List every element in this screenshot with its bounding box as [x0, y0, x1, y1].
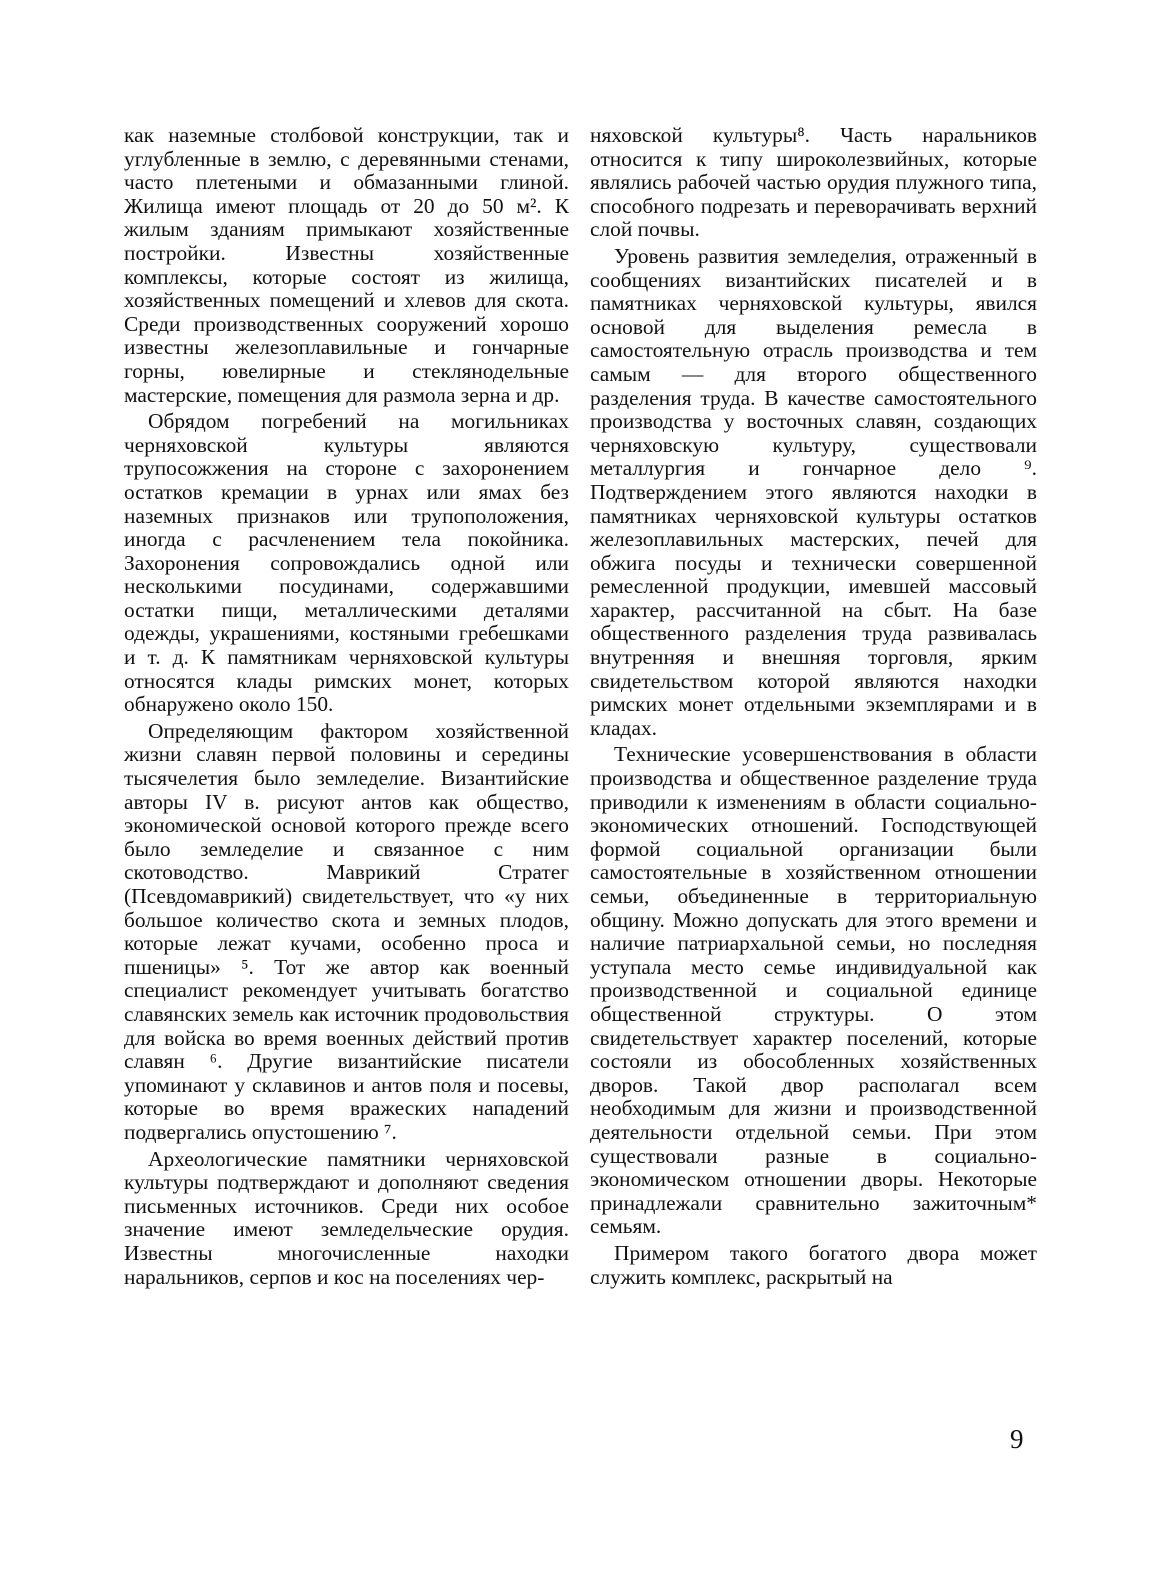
paragraph-example: Примером такого богатого двора может служить комплекс, раскрытый на [590, 1240, 1037, 1289]
paragraph-ploughshares: няховской культуры⁸. Часть наральников относится к типу широколезвийных, которые являлись рабочей частью орудия плужного типа, способного подрезать и переворачивать верхний слой почвы. [590, 123, 1037, 242]
left-text-column [124, 124, 569, 1289]
paragraph-archaeology: Археологические памятники черняховской культуры подтверждают и дополняют сведения письменных источников. Среди них особое значение имеют земледельческие орудия. Известны многочисленные находки наральников, серпов и кос на поселениях чер- [124, 1146, 569, 1289]
right-text-column [590, 124, 1037, 1289]
paragraph-burials: Обрядом погребений на могильниках черняховской культуры являются трупосожжения на стороне с захоронением остатков кремации в урнах или ямах без наземных признаков или трупоположения, иногда с расчленением тела покойника. Захоронения сопровождались одной или несколькими посудинами, содержавшими остатки пищи, металлическими деталями одежды, украшениями, костяными гребешками и т. д. К памятникам черняховской культуры относятся клады римских монет, которых обнаружено около 150. [124, 409, 569, 717]
page-number: 9 [1010, 1424, 1024, 1454]
paragraph-crafts: Уровень развития земледелия, отраженный в сообщениях византийских писателей и в памятниках черняховской культуры, явился основой для выделения ремесла в самостоятельную отрасль производства и тем самым — для второго общественного разделения труда. В качестве самостоятельного производства у восточных славян, создающих черняховскую культуру, существовали металлургия и гончарное дело ⁹. Подтверждением этого являются находки в памятниках черняховской культуры остатков железоплавильных мастерских, печей для обжига посуды и технически совершенной ремесленной продукции, имевшей массовый характер, рассчитанной на сбыт. На базе общественного разделения труда развивалась внутренняя и внешняя торговля, ярким свидетельством которой являются находки римских монет отдельными экземплярами и в кладах. [590, 243, 1037, 740]
paragraph-social: Технические усовершенствования в области производства и общественное разделение труда приводили к изменениям в области социально-экономических отношений. Господствующей формой социальной организации были самостоятельные в хозяйственном отношении семьи, объединенные в территориальную общину. Можно допускать для этого времени и наличие патриархальной семьи, но последняя уступала место семье индивидуальной как производственной и социальной единице общественной структуры. О этом свидетельствует характер поселений, которые состояли из обособленных хозяйственных дворов. Такой двор располагал всем необходимым для жизни и производственной деятельности отдельной семьи. При этом существовали разные в социально-экономическом отношении дворы. Некоторые принадлежали сравнительно зажиточным* семьям. [590, 742, 1037, 1239]
paragraph-agriculture: Определяющим фактором хозяйственной жизни славян первой половины и середины тысячелетия было земледелие. Византийские авторы IV в. рисуют антов как общество, экономической основой которого прежде всего было земледелие и связанное с ним скотоводство. Маврикий Стратег (Псевдомаврикий) свидетельствует, что «у них большое количество скота и земных плодов, которые лежат кучами, особенно проса и пшеницы» ⁵. Тот же автор как военный специалист рекомендует учитывать богатство славянских земель как источник продовольствия для войска во время военных действий против славян ⁶. Другие византийские писатели упоминают у склавинов и антов поля и посевы, которые во время вражеских нападений подвергались опустошению ⁷. [124, 718, 569, 1144]
paragraph-dwellings: как наземные столбовой конструкции, так и углубленные в землю, с деревянными стенами, часто плетеными и обмазанными глиной. Жилища имеют площадь от 20 до 50 м². К жилым зданиям примыкают хозяйственные постройки. Известны хозяйственные комплексы, которые состоят из жилища, хозяйственных помещений и хлевов для скота. Среди производственных сооружений хорошо известны железоплавильные и гончарные горны, ювелирные и стеклянодельные мастерские, помещения для размола зерна и др. [124, 123, 569, 407]
